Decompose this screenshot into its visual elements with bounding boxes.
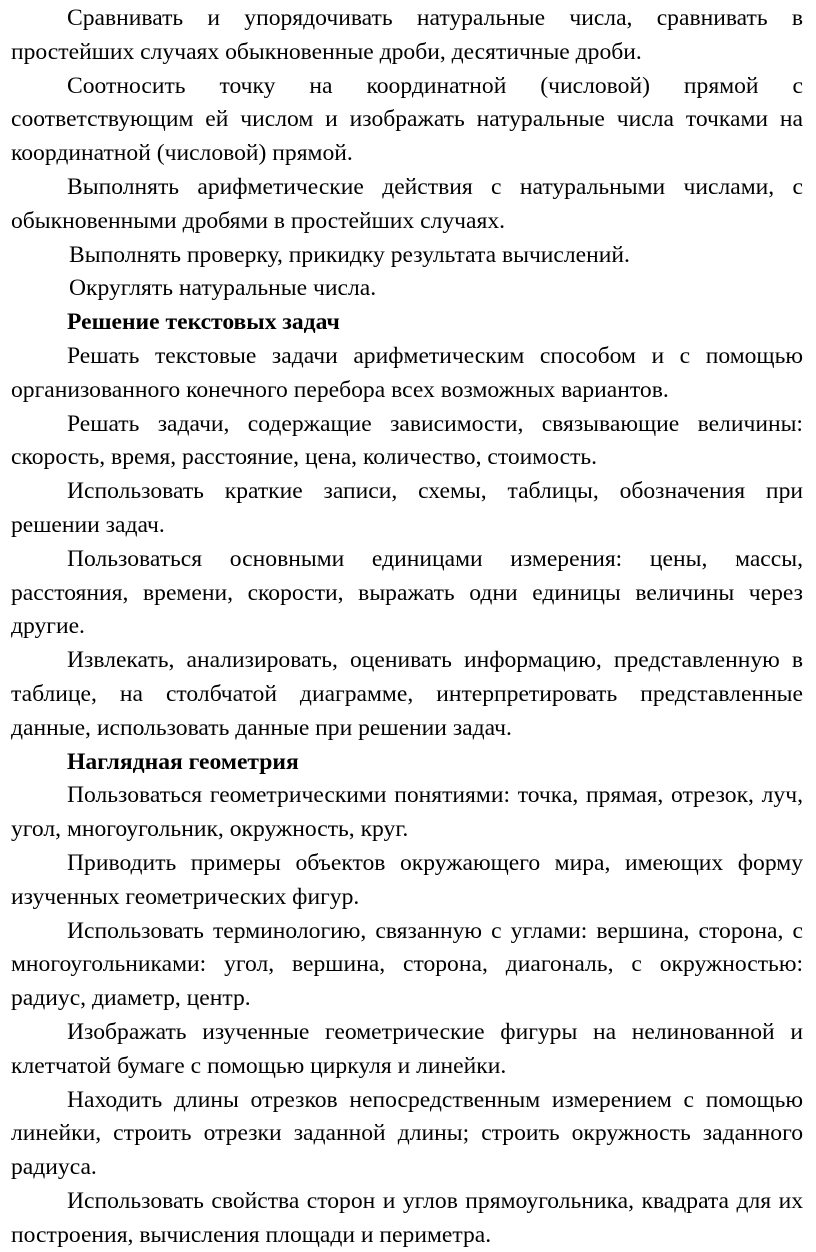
paragraph-short-notes: Использовать краткие записи, схемы, таблицы, обозначения при решении задач. [11,478,803,538]
paragraph-measure-segments: Находить длины отрезков непосредственным измерением с помощью линейки, строить отрезки заданной длины; строить окружность заданного радиуса. [11,1086,803,1181]
paragraph-number-line: Соотносить точку на координатной (числовой) прямой с соответствующим ей числом и изображать натуральные числа точками на координатной (числовой) прямой. [11,72,803,167]
paragraph-units: Пользоваться основными единицами измерения: цены, массы, расстояния, времени, скорости, выражать одни единицы величины через другие. [11,545,803,640]
section-heading-word-problems: Решение текстовых задач [67,309,340,336]
paragraph-check-results: Выполнять проверку, прикидку результата вычислений. [69,241,630,268]
paragraph-rectangle-properties: Использовать свойства сторон и углов прямоугольника, квадрата для их построения, вычисления площади и периметра. [11,1187,803,1248]
paragraph-arithmetic: Выполнять арифметические действия с натуральными числами, с обыкновенными дробями в простейших случаях. [11,173,803,234]
paragraph-extract-information: Извлекать, анализировать, оценивать информацию, представленную в таблице, на столбчатой диаграмме, интерпретировать представленные данные, использовать данные при решении задач. [11,647,803,741]
section-heading-geometry: Наглядная геометрия [67,748,299,775]
paragraph-compare-numbers: Сравнивать и упорядочивать натуральные числа, сравнивать в простейших случаях обыкновенные дроби, десятичные дроби. [11,5,803,65]
paragraph-rounding: Округлять натуральные числа. [69,275,377,302]
paragraph-real-world-examples: Приводить примеры объектов окружающего мира, имеющих форму изученных геометрических фигур. [11,849,803,910]
paragraph-draw-figures: Изображать изученные геометрические фигуры на нелинованной и клетчатой бумаге с помощью циркуля и линейки. [11,1018,803,1079]
paragraph-terminology: Использовать терминологию, связанную с углами: вершина, сторона, с многоугольниками: угол, вершина, сторона, диагональ, с окружностью: радиус, диаметр, центр. [11,917,803,1012]
paragraph-geometry-concepts: Пользоваться геометрическими понятиями: точка, прямая, отрезок, луч, угол, многоугольник, окружность, круг. [11,782,803,843]
paragraph-dependencies: Решать задачи, содержащие зависимости, связывающие величины: скорость, время, расстояние, цена, количество, стоимость. [11,410,803,471]
paragraph-solve-word-problems: Решать текстовые задачи арифметическим способом и с помощью организованного конечного перебора всех возможных вариантов. [11,342,803,403]
